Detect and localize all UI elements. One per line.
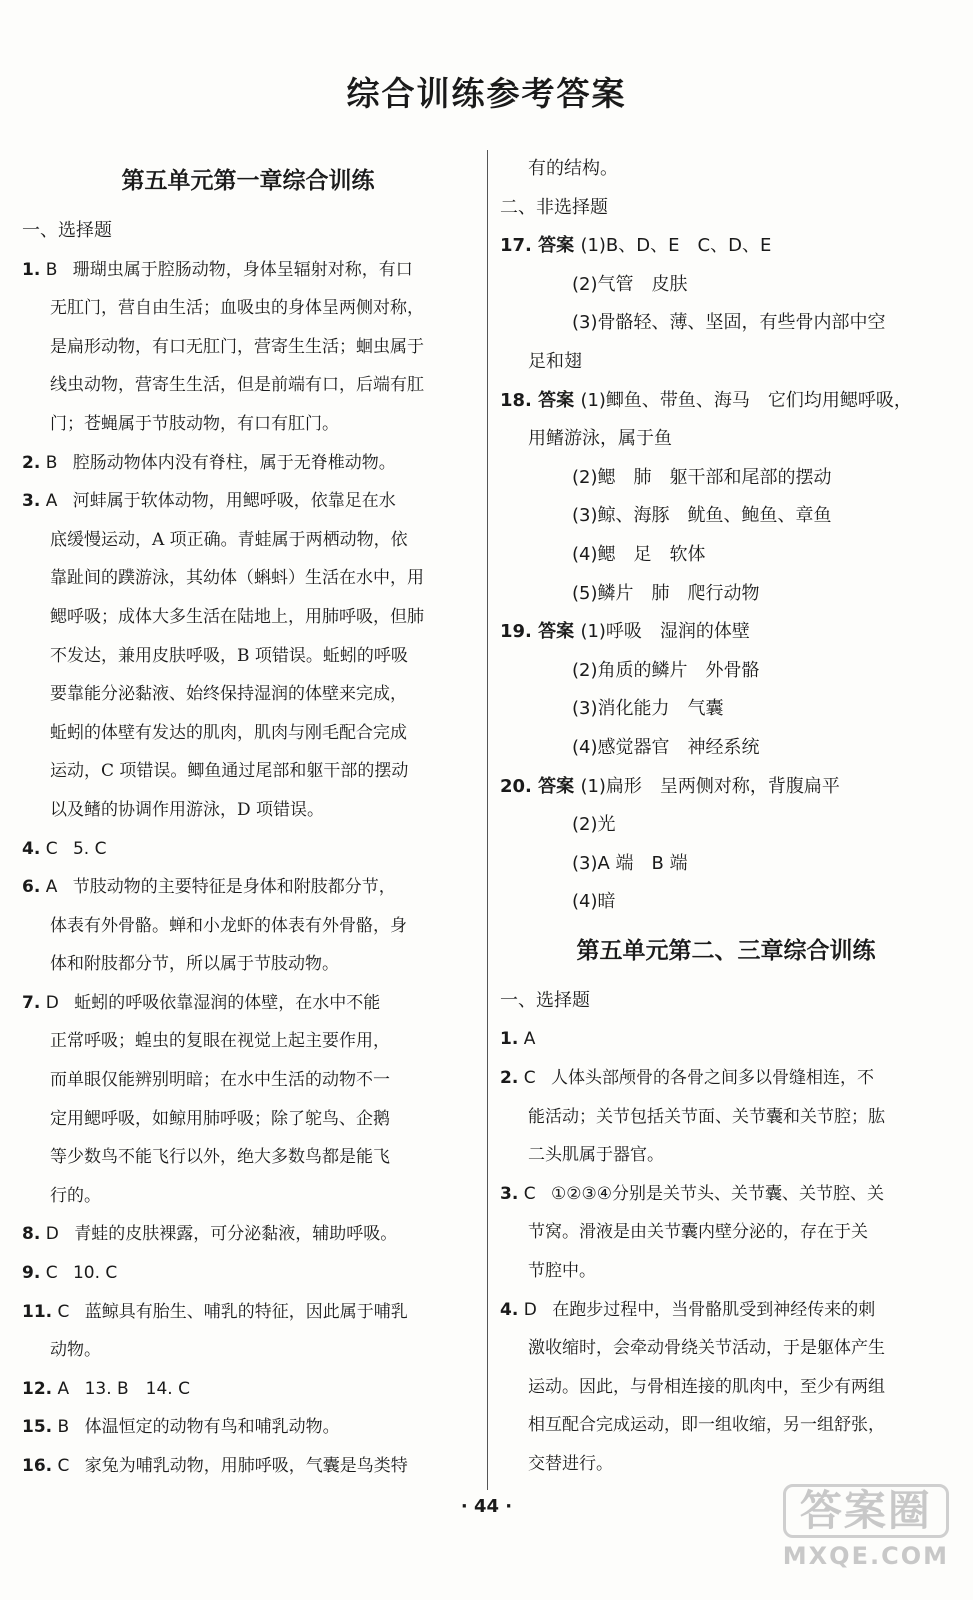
item-text: 蚯蚓的体壁有发达的肌肉，肌肉与刚毛配合完成 bbox=[50, 722, 407, 743]
item-first-line bbox=[22, 984, 474, 1023]
item-text: 交替进行。 bbox=[528, 1454, 613, 1474]
item-answer: C bbox=[518, 1183, 536, 1204]
item-answer: A bbox=[518, 1029, 536, 1050]
item-answer: D bbox=[518, 1299, 537, 1320]
item-text: 无肛门，营自由生活；血吸虫的身体呈两侧对称， bbox=[50, 298, 424, 319]
item-text: 青蛙的皮肤裸露，可分泌黏液，辅助呼吸。 bbox=[68, 1224, 398, 1245]
item-answer: B bbox=[40, 259, 58, 280]
item-text: 不发达，兼用皮肤呼吸，B 项错误。蚯蚓的呼吸 bbox=[50, 645, 408, 666]
item-text: 蓝鲸具有胎生、哺乳的特征，因此属于哺乳 bbox=[79, 1301, 408, 1322]
subsection-heading: 一、选择题 bbox=[22, 220, 112, 241]
answer-line bbox=[500, 613, 952, 652]
answer-line: 足和翅 bbox=[528, 350, 582, 372]
item-first-line bbox=[22, 444, 474, 483]
item-number: 1. bbox=[500, 1029, 519, 1050]
item-text: 底缓慢运动，A 项正确。青蛙属于两栖动物，依 bbox=[50, 529, 408, 550]
item-text: 要靠能分泌黏液、始终保持湿润的体壁来完成， bbox=[50, 684, 407, 705]
item-text: 以及鳍的协调作用游泳，D 项错误。 bbox=[50, 799, 325, 820]
item-text: 节腔中。 bbox=[528, 1261, 596, 1282]
list-item bbox=[500, 1175, 952, 1291]
item-first-line bbox=[500, 1175, 952, 1214]
item-first-line bbox=[22, 251, 474, 290]
answer-line: (3)消化能力 气囊 bbox=[572, 698, 724, 720]
item-first-line bbox=[500, 1059, 952, 1098]
answer-line: (5)鳞片 肺 爬行动物 bbox=[572, 582, 760, 604]
page-title: 综合训练参考答案 bbox=[346, 74, 627, 113]
subsection-heading: 一、选择题 bbox=[500, 989, 590, 1011]
item-text: 是扁形动物，有口无肛门，营寄生生活；蛔虫属于 bbox=[50, 336, 424, 357]
item-first-line bbox=[22, 1254, 474, 1293]
answer-line: (2)鳃 肺 躯干部和尾部的摆动 bbox=[572, 466, 832, 488]
item-text: 门；苍蝇属于节肢动物，有口有肛门。 bbox=[50, 413, 339, 434]
item-first-line bbox=[22, 830, 474, 869]
answer-line: (3)鲸、海豚 鱿鱼、鲍鱼、章鱼 bbox=[572, 505, 832, 527]
item-first-line bbox=[500, 1020, 952, 1059]
list-item bbox=[22, 1254, 474, 1293]
answer-text: (1)呼吸 湿润的体壁 bbox=[580, 621, 750, 643]
item-extra: 10. C bbox=[67, 1263, 118, 1284]
item-first-line bbox=[22, 868, 474, 907]
answer-line: (3)骨骼轻、薄、坚固，有些骨内部中空 bbox=[572, 312, 886, 334]
item-text: 节窝。滑液是由关节囊内壁分泌的，存在于关 bbox=[528, 1222, 868, 1243]
item-number: 9. bbox=[22, 1263, 41, 1284]
answer-line: (3)A 端 B 端 bbox=[572, 852, 688, 874]
item-text: 而单眼仅能辨别明暗；在水中生活的动物不一 bbox=[50, 1070, 390, 1091]
column-divider bbox=[487, 150, 488, 1490]
item-answer: D bbox=[40, 992, 59, 1013]
answer-list bbox=[500, 1020, 952, 1483]
answer-line bbox=[500, 768, 952, 807]
item-text: 运动。因此，与骨相连接的肌肉中，至少有两组 bbox=[528, 1376, 885, 1397]
section-title: 第五单元第二、三章综合训练 bbox=[576, 937, 876, 964]
item-answer: A bbox=[40, 491, 58, 512]
answer-label: 答案 bbox=[538, 775, 581, 797]
item-text: 正常呼吸；蝗虫的复眼在视觉上起主要作用， bbox=[50, 1031, 390, 1052]
answer-line: (4)暗 bbox=[572, 891, 616, 913]
watermark bbox=[783, 1484, 949, 1570]
item-text: 相互配合完成运动，即一组收缩，另一组舒张， bbox=[528, 1415, 885, 1436]
item-number: 11. bbox=[22, 1301, 53, 1322]
list-item bbox=[500, 1059, 952, 1175]
item-number: 15. bbox=[22, 1417, 53, 1438]
item-answer: C bbox=[52, 1301, 70, 1322]
item-text: 定用鳃呼吸，如鲸用肺呼吸；除了鸵鸟、企鹅 bbox=[50, 1108, 390, 1129]
item-text: 动物。 bbox=[50, 1340, 101, 1361]
item-answer: C bbox=[518, 1068, 536, 1089]
answer-line bbox=[500, 227, 952, 266]
answer-line: (2)角质的鳞片 外骨骼 bbox=[572, 659, 760, 681]
list-item bbox=[500, 1020, 952, 1059]
list-item bbox=[22, 482, 474, 829]
item-number: 4. bbox=[500, 1299, 519, 1320]
answer-label: 答案 bbox=[538, 235, 581, 257]
item-text: 行的。 bbox=[50, 1185, 101, 1206]
list-item bbox=[22, 830, 474, 869]
item-answer: D bbox=[40, 1224, 59, 1245]
item-number: 2. bbox=[22, 452, 41, 473]
list-item bbox=[22, 984, 474, 1216]
item-text: 河蚌属于软体动物，用鳃呼吸，依靠足在水 bbox=[67, 491, 396, 512]
item-text: 等少数鸟不能飞行以外，绝大多数鸟都是能飞 bbox=[50, 1147, 390, 1168]
answer-line: (2)气管 皮肤 bbox=[572, 273, 688, 295]
item-first-line bbox=[22, 482, 474, 521]
list-item bbox=[22, 1370, 474, 1409]
page-number: · 44 · bbox=[460, 1496, 513, 1517]
item-first-line bbox=[500, 1291, 952, 1330]
list-item bbox=[22, 1447, 474, 1486]
item-number: 7. bbox=[22, 992, 41, 1013]
item-answer: C bbox=[40, 1263, 58, 1284]
item-text: 能活动；关节包括关节面、关节囊和关节腔；肱 bbox=[528, 1106, 885, 1127]
answer-label: 答案 bbox=[538, 389, 581, 411]
item-text: 体和附肢都分节，所以属于节肢动物。 bbox=[50, 954, 339, 975]
item-extra: 5. C bbox=[67, 838, 107, 859]
item-number: 8. bbox=[22, 1224, 41, 1245]
answer-text: (1)鲫鱼、带鱼、海马 它们均用鳃呼吸， bbox=[580, 389, 912, 411]
item-text: 节肢动物的主要特征是身体和附肢都分节， bbox=[67, 877, 396, 898]
item-text: 珊瑚虫属于腔肠动物，身体呈辐射对称，有口 bbox=[67, 259, 413, 280]
item-answer: A bbox=[40, 877, 58, 898]
item-number: 2. bbox=[500, 1068, 519, 1089]
item-first-line bbox=[22, 1370, 474, 1409]
item-number: 20. bbox=[500, 775, 539, 797]
answer-list bbox=[500, 227, 952, 922]
item-text: 体表有外骨骼。蝉和小龙虾的体表有外骨骼，身 bbox=[50, 915, 407, 936]
watermark-logo: 答案圈 bbox=[783, 1484, 949, 1538]
item-number: 17. bbox=[500, 235, 539, 257]
answer-list bbox=[22, 251, 474, 1486]
list-item bbox=[22, 1215, 474, 1254]
list-item bbox=[22, 1408, 474, 1447]
continued-text: 有的结构。 bbox=[528, 158, 618, 179]
item-number: 3. bbox=[22, 491, 41, 512]
item-text: 人体头部颅骨的各骨之间多以骨缝相连，不 bbox=[545, 1068, 874, 1089]
watermark-url: MXQE.COM bbox=[782, 1542, 949, 1570]
item-number: 1. bbox=[22, 259, 41, 280]
answer-text: (1)B、D、E C、D、E bbox=[580, 235, 772, 257]
left-column bbox=[22, 150, 474, 1486]
item-answer: B bbox=[40, 452, 58, 473]
right-column bbox=[500, 150, 952, 1484]
item-text: 家兔为哺乳动物，用肺呼吸，气囊是鸟类特 bbox=[79, 1456, 408, 1476]
item-number: 12. bbox=[22, 1378, 53, 1399]
item-text: 靠趾间的蹼游泳，其幼体（蝌蚪）生活在水中，用 bbox=[50, 568, 424, 589]
subsection-heading: 二、非选择题 bbox=[500, 196, 608, 218]
item-number: 3. bbox=[500, 1183, 519, 1204]
answer-line bbox=[500, 382, 952, 421]
item-answer: C bbox=[40, 838, 58, 859]
item-answer: C bbox=[52, 1456, 70, 1476]
item-text: 运动，C 项错误。鲫鱼通过尾部和躯干部的摆动 bbox=[50, 761, 409, 782]
item-answer: A bbox=[52, 1378, 70, 1399]
answer-line: (4)感觉器官 神经系统 bbox=[572, 736, 760, 758]
item-extra: 13. B 14. C bbox=[79, 1378, 190, 1399]
item-number: 18. bbox=[500, 389, 539, 411]
item-number: 4. bbox=[22, 838, 41, 859]
item-number: 16. bbox=[22, 1456, 53, 1476]
item-text: 鳃呼吸；成体大多生活在陆地上，用肺呼吸，但肺 bbox=[50, 606, 424, 627]
item-text: 线虫动物，营寄生生活，但是前端有口，后端有肛 bbox=[50, 375, 424, 396]
item-text: 体温恒定的动物有鸟和哺乳动物。 bbox=[79, 1417, 340, 1438]
item-text: 二头肌属于器官。 bbox=[528, 1145, 664, 1166]
section-title: 第五单元第一章综合训练 bbox=[121, 168, 375, 194]
list-item bbox=[500, 1291, 952, 1484]
item-first-line bbox=[22, 1293, 474, 1332]
item-text: 腔肠动物体内没有脊柱，属于无脊椎动物。 bbox=[67, 452, 396, 473]
item-first-line bbox=[22, 1215, 474, 1254]
answer-line: (2)光 bbox=[572, 814, 616, 836]
item-number: 6. bbox=[22, 877, 41, 898]
answer-line: (4)鳃 足 软体 bbox=[572, 543, 706, 565]
item-answer: B bbox=[52, 1417, 70, 1438]
item-first-line bbox=[22, 1447, 474, 1486]
item-number: 19. bbox=[500, 621, 539, 643]
item-text: 蚯蚓的呼吸依靠湿润的体壁，在水中不能 bbox=[68, 992, 381, 1013]
answer-text: (1)扁形 呈两侧对称，背腹扁平 bbox=[580, 775, 840, 797]
item-text: 激收缩时，会牵动骨绕关节活动，于是躯体产生 bbox=[528, 1338, 885, 1359]
item-text: ①②③④分别是关节头、关节囊、关节腔、关 bbox=[545, 1183, 884, 1204]
list-item bbox=[22, 1293, 474, 1370]
list-item bbox=[22, 251, 474, 444]
list-item bbox=[22, 868, 474, 984]
item-first-line bbox=[22, 1408, 474, 1447]
item-text: 在跑步过程中，当骨骼肌受到神经传来的刺 bbox=[546, 1299, 876, 1320]
answer-label: 答案 bbox=[538, 621, 581, 643]
answer-line: 用鳍游泳，属于鱼 bbox=[528, 428, 672, 450]
list-item bbox=[22, 444, 474, 483]
